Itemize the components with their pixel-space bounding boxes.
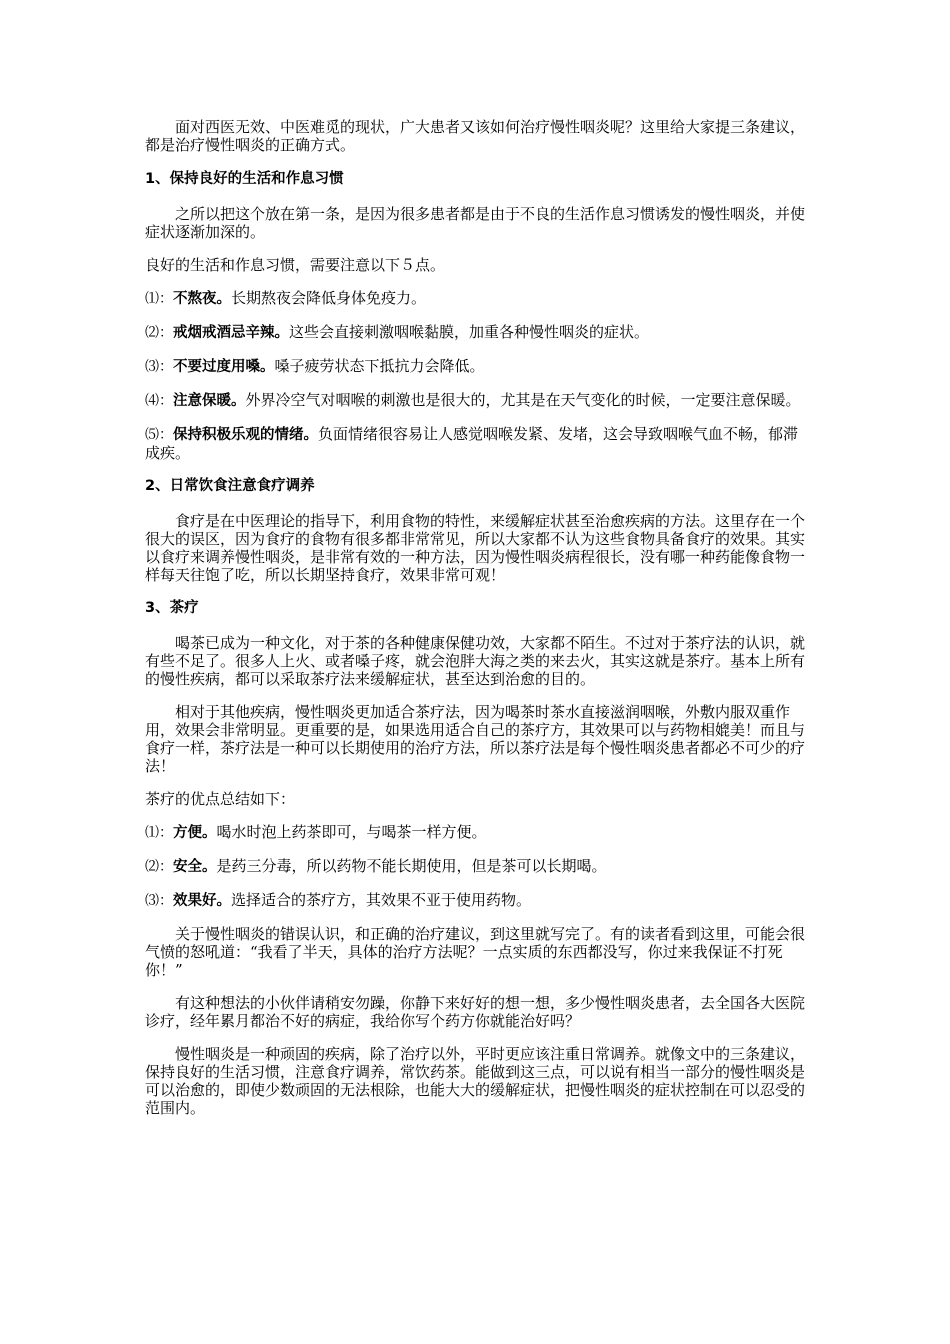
intro-paragraph: 面对西医无效、中医难觅的现状，广大患者又该如何治疗慢性咽炎呢？这里给大家提三条建议，都是治疗慢性咽炎的正确方式。 [145, 118, 806, 154]
paragraph-7: 关于慢性咽炎的错误认识，和正确的治疗建议，到这里就写完了。有的读者看到这里，可能会很气愤的怒吼道：“我看了半天，具体的治疗方法呢？一点实质的东西都没写，你过来我保证不打死你！” [145, 925, 806, 979]
list1-item: ⑶：不要过度用嗓。嗓子疲劳状态下抵抗力会降低。 [145, 357, 485, 375]
paragraph-2: 良好的生活和作息习惯，需要注意以下５点。 [145, 256, 446, 274]
paragraph-5: 相对于其他疾病，慢性咽炎更加适合茶疗法，因为喝茶时茶水直接滋润咽喉，外敷内服双重作用，效果会非常明显。更重要的是，如果选用适合自己的茶疗方，其效果可以与药物相媲美！而且与食疗一样，茶疗法是一种可以长期使用的治疗方法，所以茶疗法是每个慢性咽炎患者都必不可少的疗法！ [145, 703, 806, 775]
list2-item: ⑴：方便。喝水时泡上药茶即可，与喝茶一样方便。 [145, 823, 487, 841]
paragraph-9: 慢性咽炎是一种顽固的疾病，除了治疗以外，平时更应该注重日常调养。就像文中的三条建议，保持良好的生活习惯，注意食疗调养，常饮药茶。能做到这三点，可以说有相当一部分的慢性咽炎是可以治愈的，即使少数顽固的无法根除，也能大大的缓解症状，把慢性咽炎的症状控制在可以忍受的范围内。 [145, 1045, 806, 1117]
list1-item: ⑵：戒烟戒酒忌辛辣。这些会直接刺激咽喉黏膜，加重各种慢性咽炎的症状。 [145, 323, 650, 341]
section-heading-2: 2、日常饮食注意食疗调养 [145, 478, 315, 494]
list1-item: ⑴：不熬夜。长期熬夜会降低身体免疫力。 [145, 289, 427, 307]
list1-item: ⑸：保持积极乐观的情绪。负面情绪很容易让人感觉咽喉发紧、发堵，这会导致咽喉气血不畅，郁滞成疾。 [145, 425, 799, 462]
paragraph-4: 喝茶已成为一种文化，对于茶的各种健康保健功效，大家都不陌生。不过对于茶疗法的认识，就有些不足了。很多人上火、或者嗓子疼，就会泡胖大海之类的来去火，其实这就是茶疗。基本上所有的慢性疾病，都可以采取茶疗法来缓解症状，甚至达到治愈的目的。 [145, 634, 806, 688]
document-body [145, 118, 810, 1117]
paragraph-1: 之所以把这个放在第一条，是因为很多患者都是由于不良的生活作息习惯诱发的慢性咽炎，并使症状逐渐加深的。 [145, 205, 806, 241]
paragraph-3: 食疗是在中医理论的指导下，利用食物的特性，来缓解症状甚至治愈疾病的方法。这里存在一个很大的误区，因为食疗的食物有很多都非常常见，所以大家都不认为这些食物具备食疗的效果。其实以食疗来调养慢性咽炎，是非常有效的一种方法，因为慢性咽炎病程很长，没有哪一种药能像食物一样每天往饱了吃，所以长期坚持食疗，效果非常可观！ [145, 512, 806, 584]
list1-item: ⑷：注意保暖。外界冷空气对咽喉的刺激也是很大的，尤其是在天气变化的时候，一定要注意保暖。 [145, 391, 801, 409]
paragraph-8: 有这种想法的小伙伴请稍安勿躁，你静下来好好的想一想，多少慢性咽炎患者，去全国各大医院诊疗，经年累月都治不好的病症，我给你写个药方你就能治好吗？ [145, 994, 806, 1030]
section-heading-1: 1、保持良好的生活和作息习惯 [145, 171, 344, 187]
section-heading-3: 3、茶疗 [145, 600, 199, 616]
paragraph-6: 茶疗的优点总结如下： [145, 790, 296, 808]
list2-item: ⑶：效果好。选择适合的茶疗方，其效果不亚于使用药物。 [145, 891, 532, 909]
list2-item: ⑵：安全。是药三分毒，所以药物不能长期使用，但是茶可以长期喝。 [145, 857, 607, 875]
